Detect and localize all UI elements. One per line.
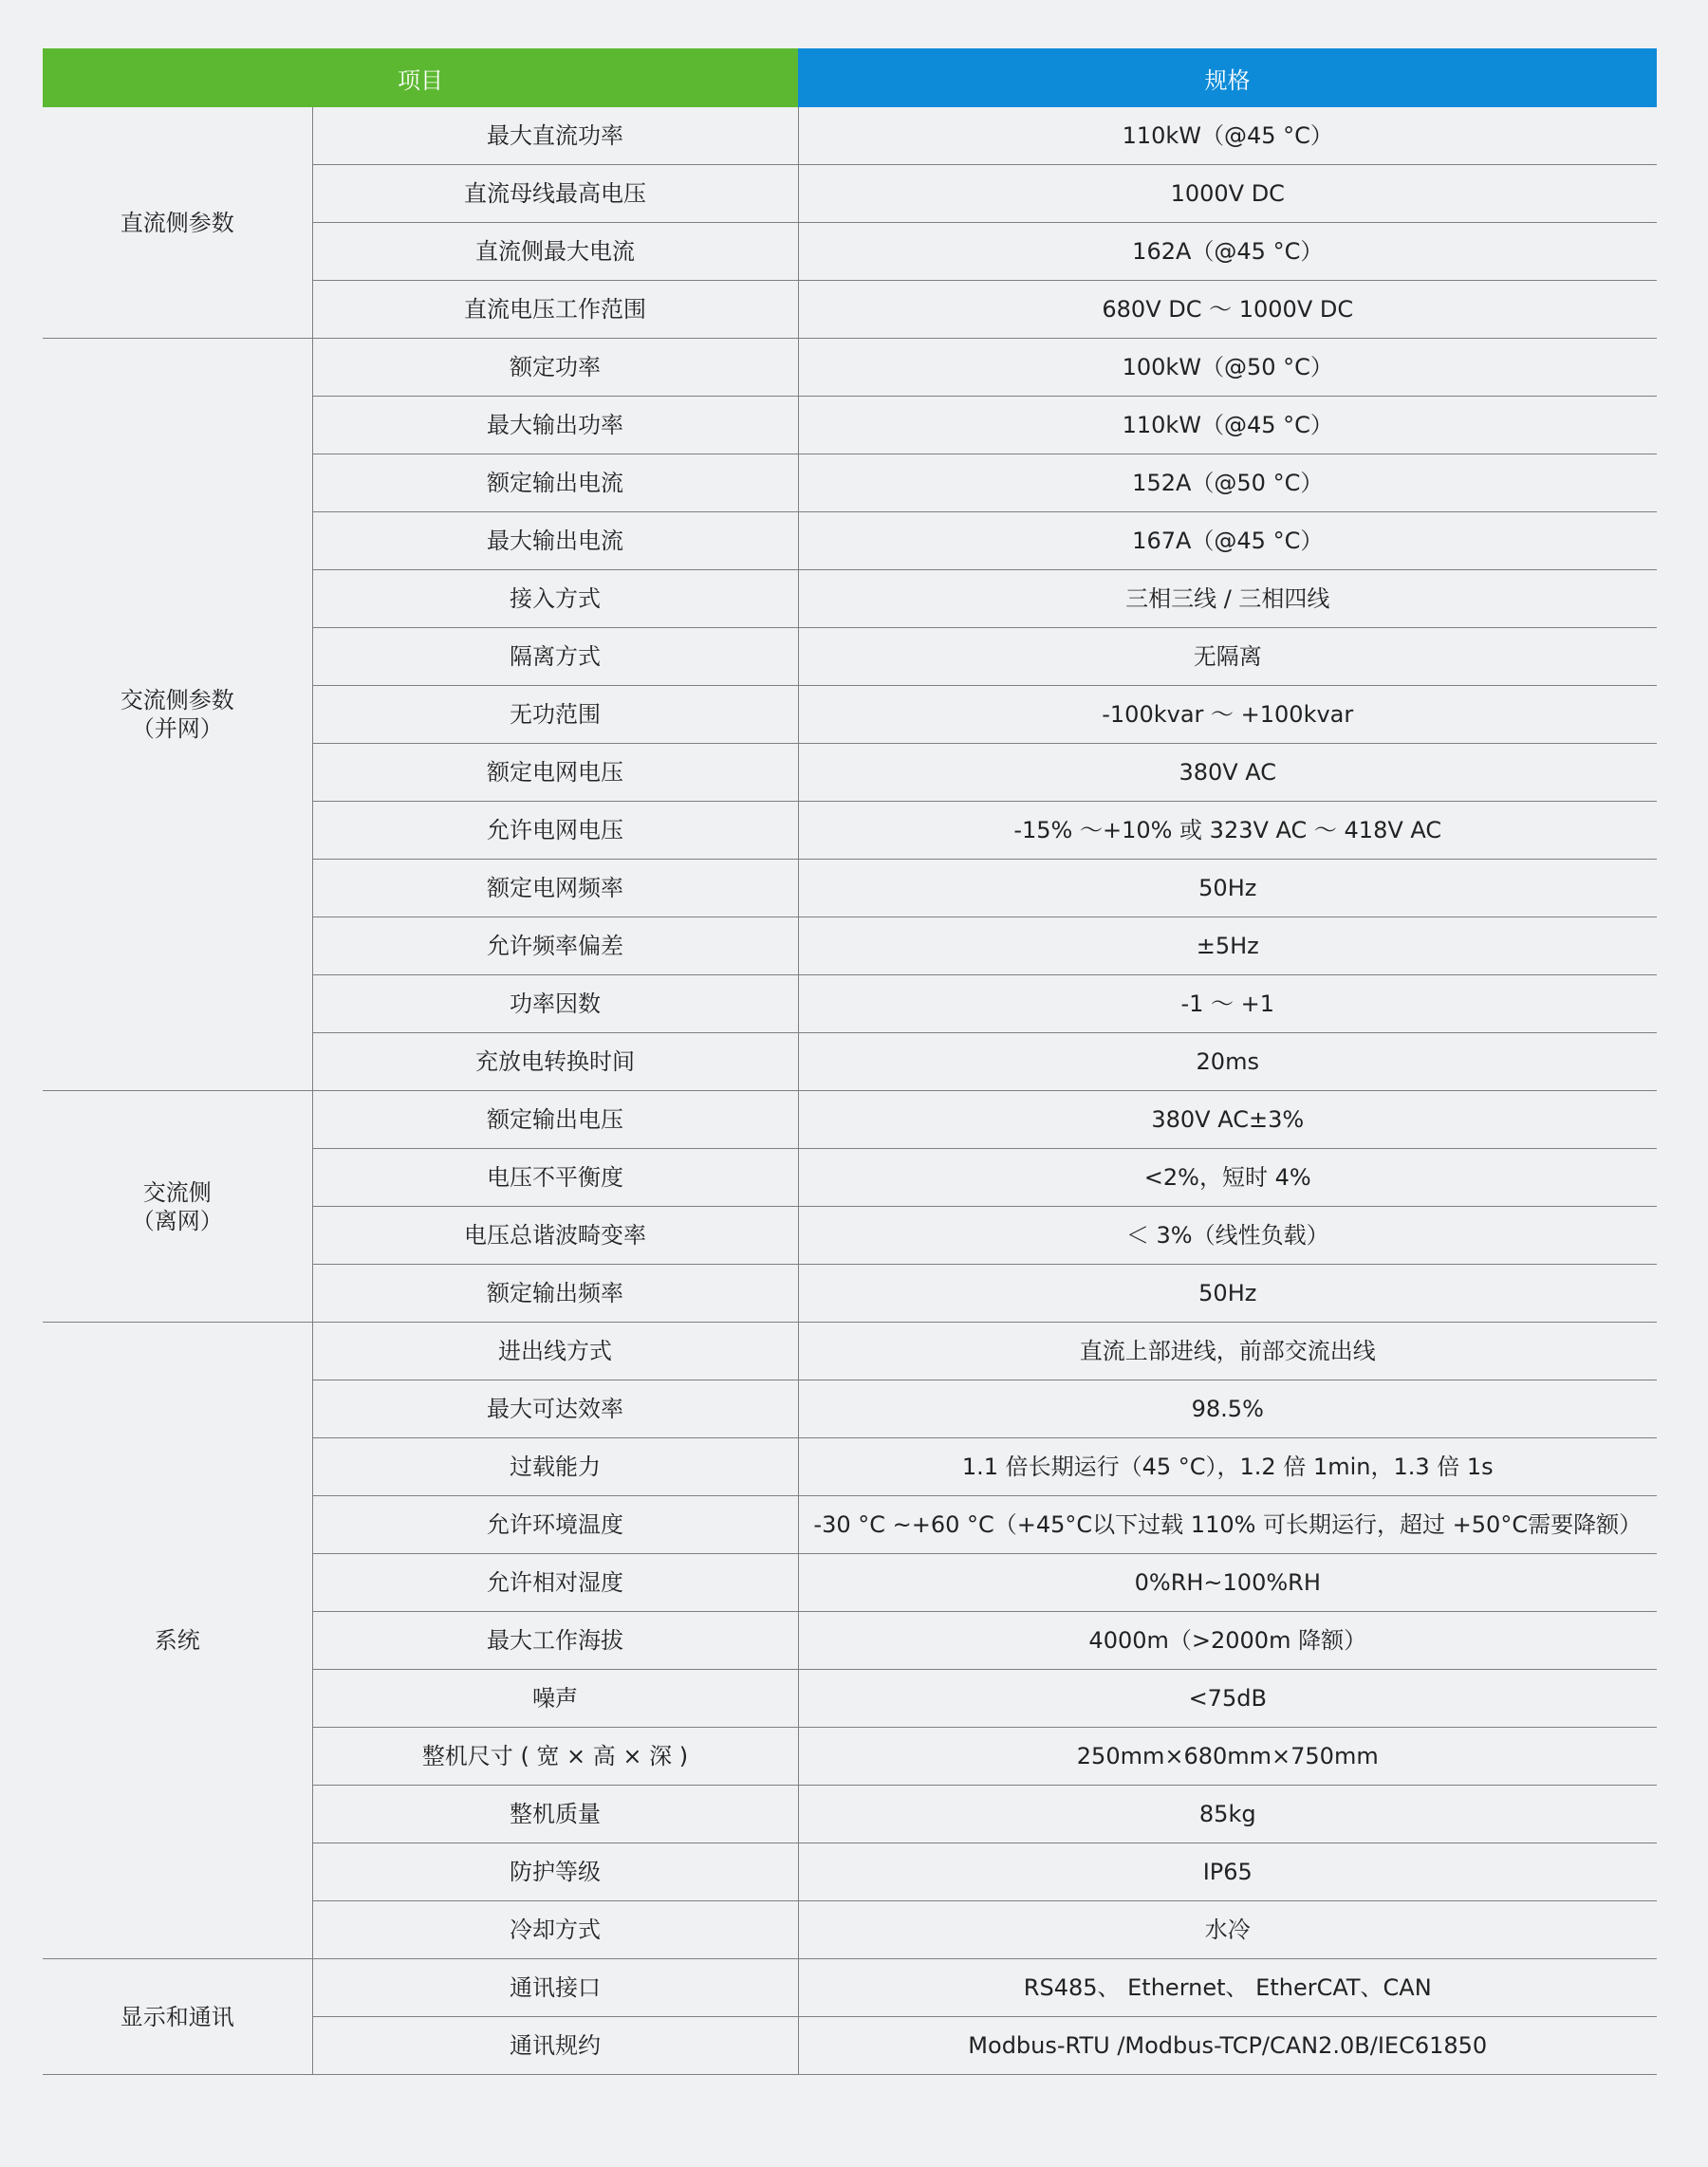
spec-table — [43, 48, 1657, 2075]
item-cell: 允许频率偏差 — [312, 917, 798, 975]
table-row — [43, 339, 1657, 397]
spec-cell: 85kg — [798, 1786, 1657, 1843]
item-cell: 允许电网电压 — [312, 802, 798, 860]
table-row — [43, 1959, 1657, 2017]
item-cell: 额定输出电压 — [312, 1091, 798, 1149]
spec-cell: Modbus-RTU /Modbus-TCP/CAN2.0B/IEC61850 — [798, 2017, 1657, 2075]
item-cell: 整机尺寸 ( 宽 × 高 × 深 ) — [312, 1728, 798, 1786]
item-cell: 过载能力 — [312, 1438, 798, 1496]
spec-cell: -30 °C ~+60 °C（+45°C以下过载 110% 可长期运行，超过 +50°C需要降额） — [798, 1496, 1657, 1554]
item-cell: 最大可达效率 — [312, 1380, 798, 1438]
spec-cell: 167A（@45 °C） — [798, 512, 1657, 570]
spec-cell: 162A（@45 °C） — [798, 223, 1657, 281]
spec-cell: <75dB — [798, 1670, 1657, 1728]
spec-cell: 680V DC ～ 1000V DC — [798, 281, 1657, 339]
table-header-row — [43, 48, 1657, 107]
item-cell: 接入方式 — [312, 570, 798, 628]
item-cell: 额定功率 — [312, 339, 798, 397]
group-label-line: 系统 — [154, 1627, 200, 1654]
spec-cell: 50Hz — [798, 1265, 1657, 1323]
spec-cell: -1 ～ +1 — [798, 975, 1657, 1033]
spec-cell: 4000m（>2000m 降额） — [798, 1612, 1657, 1670]
item-cell: 额定电网电压 — [312, 744, 798, 802]
item-cell: 无功范围 — [312, 686, 798, 744]
group-label-line: 交流侧 — [142, 1178, 212, 1206]
item-cell: 允许环境温度 — [312, 1496, 798, 1554]
item-cell: 防护等级 — [312, 1843, 798, 1901]
group-label — [43, 339, 312, 1091]
item-cell: 最大输出电流 — [312, 512, 798, 570]
spec-cell: 50Hz — [798, 860, 1657, 917]
item-cell: 充放电转换时间 — [312, 1033, 798, 1091]
group-label — [43, 1091, 312, 1323]
group-label-line: （离网） — [131, 1207, 223, 1234]
item-cell: 电压不平衡度 — [312, 1149, 798, 1207]
item-cell: 最大直流功率 — [312, 107, 798, 165]
table-row — [43, 1323, 1657, 1380]
group-label-line: （并网） — [131, 715, 223, 742]
spec-cell: IP65 — [798, 1843, 1657, 1901]
item-cell: 噪声 — [312, 1670, 798, 1728]
item-cell: 通讯接口 — [312, 1959, 798, 2017]
item-cell: 直流侧最大电流 — [312, 223, 798, 281]
spec-cell: 三相三线 / 三相四线 — [798, 570, 1657, 628]
spec-cell: 0%RH~100%RH — [798, 1554, 1657, 1612]
spec-cell: 无隔离 — [798, 628, 1657, 686]
spec-cell: 152A（@50 °C） — [798, 454, 1657, 512]
item-cell: 最大工作海拔 — [312, 1612, 798, 1670]
spec-cell: 1.1 倍长期运行（45 °C），1.2 倍 1min，1.3 倍 1s — [798, 1438, 1657, 1496]
item-cell: 电压总谐波畸变率 — [312, 1207, 798, 1265]
item-cell: 整机质量 — [312, 1786, 798, 1843]
spec-cell: 110kW（@45 °C） — [798, 107, 1657, 165]
group-label-line: 交流侧参数 — [120, 687, 234, 713]
item-cell: 额定输出电流 — [312, 454, 798, 512]
item-cell: 额定电网频率 — [312, 860, 798, 917]
spec-cell: 直流上部进线，前部交流出线 — [798, 1323, 1657, 1380]
group-label-line: 显示和通讯 — [120, 2003, 234, 2030]
item-cell: 冷却方式 — [312, 1901, 798, 1959]
spec-cell: ＜ 3%（线性负载） — [798, 1207, 1657, 1265]
spec-cell: -100kvar ～ +100kvar — [798, 686, 1657, 744]
item-cell: 额定输出频率 — [312, 1265, 798, 1323]
group-label — [43, 1323, 312, 1959]
spec-cell: 水冷 — [798, 1901, 1657, 1959]
spec-cell: 250mm×680mm×750mm — [798, 1728, 1657, 1786]
item-cell: 直流电压工作范围 — [312, 281, 798, 339]
spec-cell: 110kW（@45 °C） — [798, 397, 1657, 454]
item-cell: 直流母线最高电压 — [312, 165, 798, 223]
item-cell: 最大输出功率 — [312, 397, 798, 454]
item-cell: 允许相对湿度 — [312, 1554, 798, 1612]
spec-cell: 380V AC±3% — [798, 1091, 1657, 1149]
spec-cell: 380V AC — [798, 744, 1657, 802]
item-cell: 进出线方式 — [312, 1323, 798, 1380]
spec-cell: <2%，短时 4% — [798, 1149, 1657, 1207]
spec-cell: RS485、 Ethernet、 EtherCAT、CAN — [798, 1959, 1657, 2017]
table-row — [43, 1091, 1657, 1149]
item-cell: 通讯规约 — [312, 2017, 798, 2075]
table-row — [43, 107, 1657, 165]
spec-cell: 98.5% — [798, 1380, 1657, 1438]
header-item: 项目 — [43, 48, 798, 107]
spec-cell: 1000V DC — [798, 165, 1657, 223]
group-label — [43, 1959, 312, 2075]
spec-cell: ±5Hz — [798, 917, 1657, 975]
spec-cell: 20ms — [798, 1033, 1657, 1091]
header-spec: 规格 — [798, 48, 1657, 107]
item-cell: 隔离方式 — [312, 628, 798, 686]
group-label — [43, 107, 312, 339]
table-body — [43, 107, 1657, 2075]
spec-cell: 100kW（@50 °C） — [798, 339, 1657, 397]
item-cell: 功率因数 — [312, 975, 798, 1033]
spec-cell: -15% ～+10% 或 323V AC ～ 418V AC — [798, 802, 1657, 860]
group-label-line: 直流侧参数 — [120, 209, 234, 236]
